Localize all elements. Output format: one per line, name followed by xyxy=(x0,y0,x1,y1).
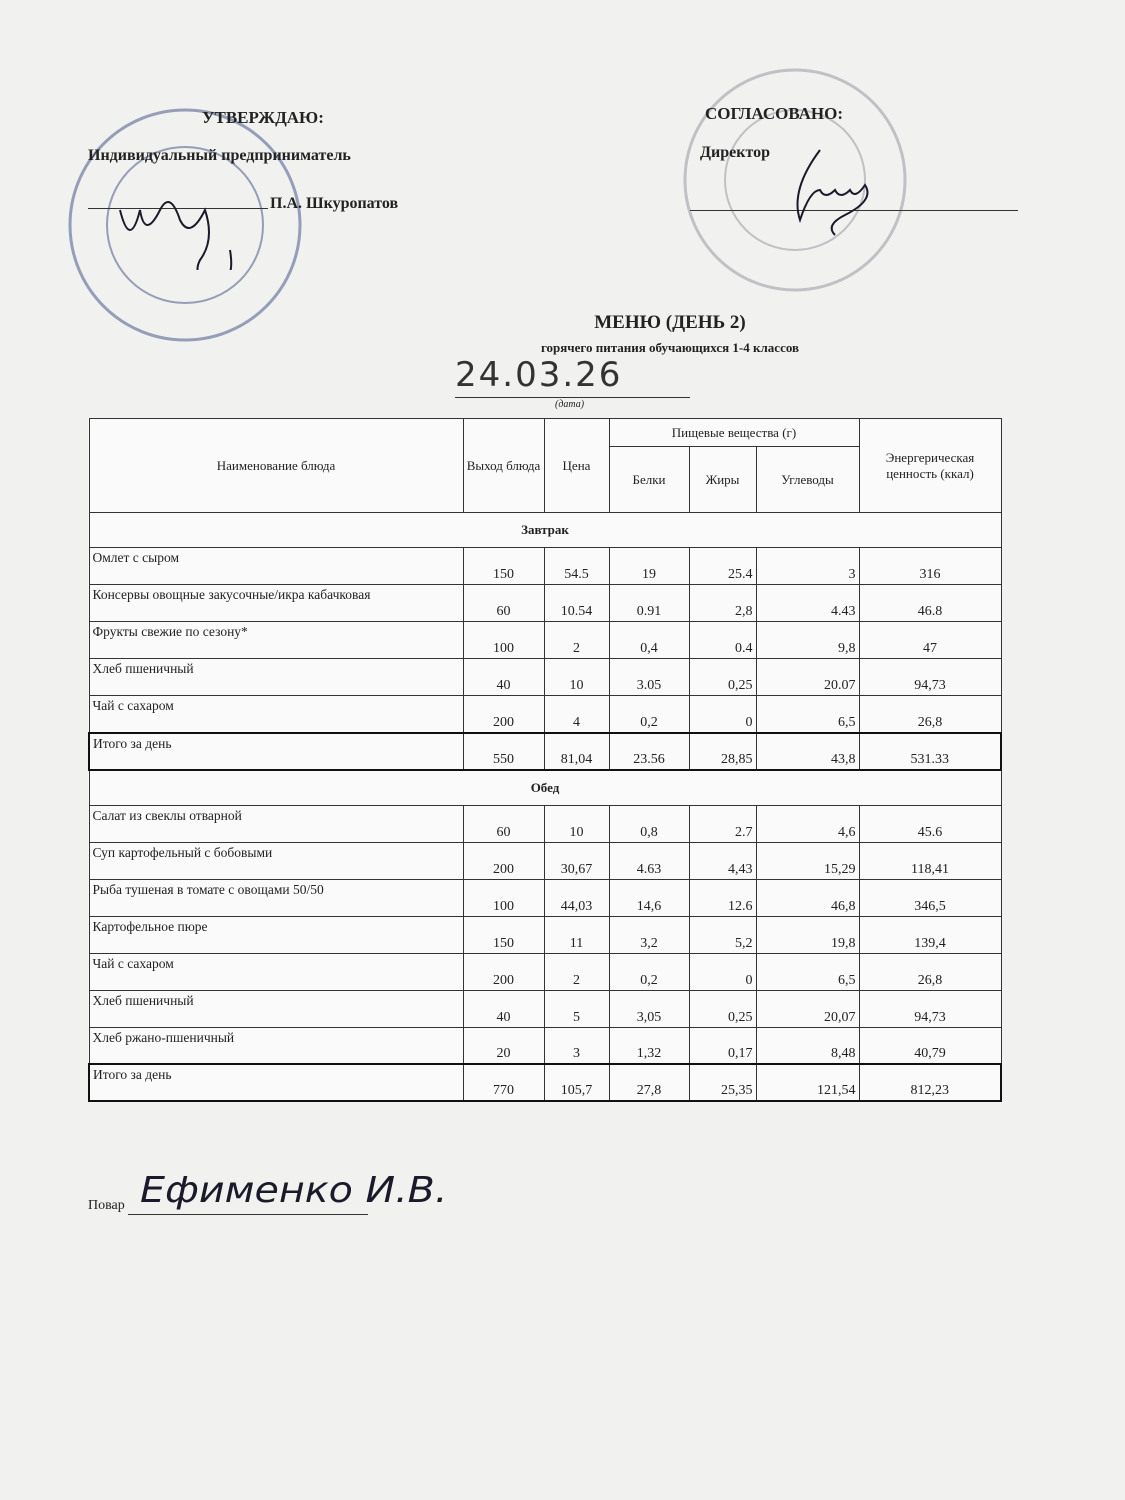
approve-heading: УТВЕРЖДАЮ: xyxy=(202,108,324,127)
cell-carbs: 20,07 xyxy=(756,990,859,1027)
header-energy: Энергерическая ценность (ккал) xyxy=(859,419,1001,513)
table-row xyxy=(89,585,1001,622)
cell-price: 10 xyxy=(544,659,609,696)
cell-dish-name: Хлеб пшеничный xyxy=(89,659,463,696)
cell-fat: 0 xyxy=(689,696,756,733)
cell-energy: 94,73 xyxy=(859,990,1001,1027)
cell-price: 5 xyxy=(544,990,609,1027)
cell-energy: 118,41 xyxy=(859,842,1001,879)
cell-protein: 3.05 xyxy=(609,659,689,696)
cell-yield: 770 xyxy=(463,1064,544,1101)
section-header: Обед xyxy=(89,770,1001,806)
cell-carbs: 4.43 xyxy=(756,585,859,622)
header-yield: Выход блюда xyxy=(463,419,544,513)
menu-table xyxy=(88,418,1002,1102)
header-fat: Жиры xyxy=(689,447,756,513)
cell-protein: 23.56 xyxy=(609,733,689,770)
cell-price: 3 xyxy=(544,1027,609,1064)
cell-carbs: 8,48 xyxy=(756,1027,859,1064)
approve-name: П.А. Шкуропатов xyxy=(270,195,399,212)
table-row xyxy=(89,953,1001,990)
cell-dish-name: Хлеб ржано-пшеничный xyxy=(89,1027,463,1064)
cell-yield: 100 xyxy=(463,622,544,659)
header-nutrients: Пищевые вещества (г) xyxy=(609,419,859,447)
cell-dish-name: Консервы овощные закусочные/икра кабачковая xyxy=(89,585,463,622)
table-row xyxy=(89,990,1001,1027)
cell-dish-name: Итого за день xyxy=(89,1064,463,1101)
table-row xyxy=(89,805,1001,842)
cell-dish-name: Фрукты свежие по сезону* xyxy=(89,622,463,659)
cell-energy: 40,79 xyxy=(859,1027,1001,1064)
cell-protein: 3,05 xyxy=(609,990,689,1027)
cell-carbs: 6,5 xyxy=(756,696,859,733)
signature-director xyxy=(770,140,890,240)
cook-label: Повар xyxy=(88,1198,125,1213)
table-row xyxy=(89,659,1001,696)
cell-protein: 4.63 xyxy=(609,842,689,879)
table-row xyxy=(89,916,1001,953)
agreed-role: Директор xyxy=(700,144,770,161)
total-row xyxy=(89,1064,1001,1101)
date-caption: (дата) xyxy=(555,399,585,410)
cell-carbs: 20.07 xyxy=(756,659,859,696)
cell-protein: 0,2 xyxy=(609,696,689,733)
cell-yield: 150 xyxy=(463,548,544,585)
table-row xyxy=(89,1027,1001,1064)
cell-protein: 0,2 xyxy=(609,953,689,990)
cell-carbs: 4,6 xyxy=(756,805,859,842)
cell-price: 11 xyxy=(544,916,609,953)
cell-dish-name: Суп картофельный с бобовыми xyxy=(89,842,463,879)
cell-carbs: 19,8 xyxy=(756,916,859,953)
table-row xyxy=(89,622,1001,659)
cell-energy: 26,8 xyxy=(859,696,1001,733)
cell-dish-name: Омлет с сыром xyxy=(89,548,463,585)
cell-protein: 27,8 xyxy=(609,1064,689,1101)
cell-dish-name: Чай с сахаром xyxy=(89,953,463,990)
cell-yield: 150 xyxy=(463,916,544,953)
cell-price: 81,04 xyxy=(544,733,609,770)
cell-price: 4 xyxy=(544,696,609,733)
table-row xyxy=(89,548,1001,585)
cell-carbs: 9,8 xyxy=(756,622,859,659)
cell-yield: 200 xyxy=(463,696,544,733)
cell-protein: 0.91 xyxy=(609,585,689,622)
cell-fat: 12.6 xyxy=(689,879,756,916)
cell-fat: 25,35 xyxy=(689,1064,756,1101)
cell-energy: 139,4 xyxy=(859,916,1001,953)
cell-fat: 0,17 xyxy=(689,1027,756,1064)
page-title: МЕНЮ (ДЕНЬ 2) xyxy=(594,312,746,333)
cell-carbs: 6,5 xyxy=(756,953,859,990)
cell-fat: 4,43 xyxy=(689,842,756,879)
cell-fat: 28,85 xyxy=(689,733,756,770)
cell-price: 2 xyxy=(544,953,609,990)
cell-dish-name: Рыба тушеная в томате с овощами 50/50 xyxy=(89,879,463,916)
cell-dish-name: Хлеб пшеничный xyxy=(89,990,463,1027)
cell-fat: 0 xyxy=(689,953,756,990)
cell-yield: 20 xyxy=(463,1027,544,1064)
section-header: Завтрак xyxy=(89,513,1001,548)
cell-energy: 45.6 xyxy=(859,805,1001,842)
cook-signature: Ефименко И.В. xyxy=(140,1170,448,1211)
cell-price: 54.5 xyxy=(544,548,609,585)
cell-price: 10 xyxy=(544,805,609,842)
cell-carbs: 43,8 xyxy=(756,733,859,770)
cell-fat: 5,2 xyxy=(689,916,756,953)
cell-yield: 60 xyxy=(463,805,544,842)
cell-protein: 1,32 xyxy=(609,1027,689,1064)
cell-carbs: 15,29 xyxy=(756,842,859,879)
cell-fat: 2,8 xyxy=(689,585,756,622)
cell-fat: 2.7 xyxy=(689,805,756,842)
cell-protein: 0,4 xyxy=(609,622,689,659)
cell-yield: 100 xyxy=(463,879,544,916)
cell-fat: 0,25 xyxy=(689,659,756,696)
cell-energy: 531.33 xyxy=(859,733,1001,770)
cell-fat: 25.4 xyxy=(689,548,756,585)
cell-price: 44,03 xyxy=(544,879,609,916)
header-carbs: Углеводы xyxy=(756,447,859,513)
table-row xyxy=(89,696,1001,733)
signature-approver xyxy=(110,170,260,270)
cell-dish-name: Чай с сахаром xyxy=(89,696,463,733)
cell-yield: 200 xyxy=(463,842,544,879)
cell-protein: 14,6 xyxy=(609,879,689,916)
cell-price: 30,67 xyxy=(544,842,609,879)
cell-yield: 40 xyxy=(463,990,544,1027)
cell-protein: 0,8 xyxy=(609,805,689,842)
agreed-heading: СОГЛАСОВАНО: xyxy=(705,104,844,123)
cell-energy: 316 xyxy=(859,548,1001,585)
table-row xyxy=(89,879,1001,916)
cell-yield: 60 xyxy=(463,585,544,622)
cell-price: 105,7 xyxy=(544,1064,609,1101)
header-price: Цена xyxy=(544,419,609,513)
cell-fat: 0,25 xyxy=(689,990,756,1027)
cell-price: 10.54 xyxy=(544,585,609,622)
cell-yield: 200 xyxy=(463,953,544,990)
cell-yield: 40 xyxy=(463,659,544,696)
cell-protein: 3,2 xyxy=(609,916,689,953)
cell-energy: 47 xyxy=(859,622,1001,659)
date-handwritten: 24.03.26 xyxy=(455,355,623,395)
cell-energy: 346,5 xyxy=(859,879,1001,916)
table-row xyxy=(89,842,1001,879)
cell-yield: 550 xyxy=(463,733,544,770)
header-name: Наименование блюда xyxy=(89,419,463,513)
cell-fat: 0.4 xyxy=(689,622,756,659)
cell-energy: 812,23 xyxy=(859,1064,1001,1101)
cell-dish-name: Салат из свеклы отварной xyxy=(89,805,463,842)
cell-carbs: 46,8 xyxy=(756,879,859,916)
cell-protein: 19 xyxy=(609,548,689,585)
total-row xyxy=(89,733,1001,770)
cell-carbs: 121,54 xyxy=(756,1064,859,1101)
cell-dish-name: Итого за день xyxy=(89,733,463,770)
header-protein: Белки xyxy=(609,447,689,513)
cell-carbs: 3 xyxy=(756,548,859,585)
page-subtitle: горячего питания обучающихся 1-4 классов xyxy=(540,340,800,355)
cell-dish-name: Картофельное пюре xyxy=(89,916,463,953)
cell-price: 2 xyxy=(544,622,609,659)
cell-energy: 46.8 xyxy=(859,585,1001,622)
approve-role: Индивидуальный предприниматель xyxy=(88,147,351,164)
cell-energy: 26,8 xyxy=(859,953,1001,990)
cell-energy: 94,73 xyxy=(859,659,1001,696)
